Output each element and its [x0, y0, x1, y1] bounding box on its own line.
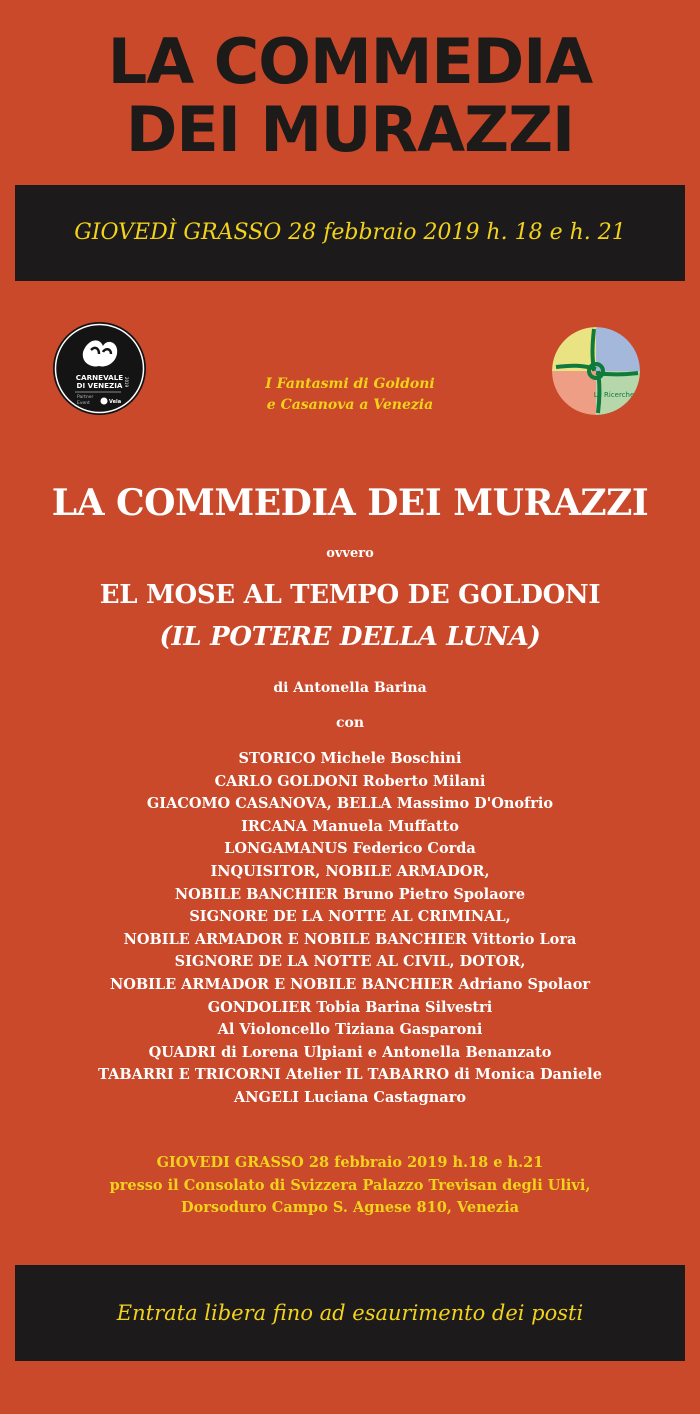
carnevale-logo-partner2: Event: [77, 401, 90, 406]
cast-line: ANGELI Luciana Castagnaro: [234, 1088, 466, 1106]
carnevale-logo-sponsor: Vela: [109, 399, 122, 405]
le-ricerche-logo: [552, 327, 640, 415]
cast-line: LONGAMANUS Federico Corda: [224, 840, 476, 858]
top-date-banner: [15, 185, 685, 281]
cast-line: NOBILE ARMADOR E NOBILE BANCHIER Adriano Spolaor: [109, 975, 591, 993]
cast-line: GONDOLIER Tobia Barina Silvestri: [207, 998, 493, 1016]
top-date-text: GIOVEDÌ GRASSO 28 febbraio 2019 h. 18 e h. 21: [74, 220, 626, 245]
carnevale-venezia-logo: [53, 322, 146, 415]
event-subtitle-line2: e Casanova a Venezia: [266, 397, 434, 413]
cast-line: TABARRI E TRICORNI Atelier IL TABARRO di Monica Daniele: [98, 1066, 602, 1084]
carnevale-logo-line1: CARNEVALE: [75, 373, 124, 382]
event-info-date: GIOVEDI GRASSO 28 febbraio 2019 h.18 e h.21: [156, 1154, 544, 1171]
event-subtitle: [200, 374, 500, 416]
cast-line: QUADRI di Lorena Ulpiani e Antonella Benanzato: [148, 1043, 552, 1061]
cast-line: CARLO GOLDONI Roberto Milani: [214, 772, 486, 790]
main-title: [0, 25, 700, 166]
cast-line: SIGNORE DE LA NOTTE AL CIVIL, DOTOR,: [174, 953, 526, 971]
carnevale-logo-graphic: [53, 322, 146, 415]
cast-line: NOBILE BANCHIER Bruno Pietro Spolaore: [174, 885, 526, 903]
event-info-address: Dorsoduro Campo S. Agnese 810, Venezia: [181, 1199, 519, 1216]
cast-line: INQUISITOR, NOBILE ARMADOR,: [210, 862, 490, 880]
le-ricerche-logo-graphic: [552, 327, 640, 415]
event-info-venue: presso il Consolato di Svizzera Palazzo Trevisan degli Ulivi,: [109, 1176, 591, 1194]
cast-line: Al Violoncello Tiziana Gasparoni: [217, 1021, 483, 1039]
cast-line: IRCANA Manuela Muffatto: [241, 817, 459, 835]
main-title-line2: DEI MURAZZI: [125, 93, 575, 166]
play-title: LA COMMEDIA DEI MURAZZI: [51, 482, 649, 524]
main-title-line1: LA COMMEDIA: [107, 25, 593, 98]
le-ricerche-logo-text: Le Ricerche: [593, 391, 635, 399]
author-credit: di Antonella Barina: [273, 680, 427, 696]
entry-text: Entrata libera fino ad esaurimento dei posti: [116, 1301, 584, 1325]
alt-subtitle: (IL POTERE DELLA LUNA): [159, 622, 541, 652]
cast-line: STORICO Michele Boschini: [238, 750, 462, 767]
cast-line: SIGNORE DE LA NOTTE AL CRIMINAL,: [189, 908, 511, 926]
carnevale-logo-year: 2019: [124, 376, 129, 388]
alt-title: EL MOSE AL TEMPO DE GOLDONI: [99, 580, 601, 610]
event-subtitle-line1: I Fantasmi di Goldoni: [265, 376, 435, 392]
cast-list: [0, 748, 700, 1110]
ovvero-label: ovvero: [326, 546, 374, 561]
cast-line: NOBILE ARMADOR E NOBILE BANCHIER Vittorio Lora: [123, 930, 577, 948]
carnevale-logo-line2: DI VENEZIA: [76, 381, 123, 390]
con-label: con: [335, 715, 365, 731]
carnevale-logo-partner1: Partner: [77, 395, 94, 400]
entry-banner: [15, 1265, 685, 1361]
cast-line: GIACOMO CASANOVA, BELLA Massimo D'Onofrio: [146, 795, 554, 813]
event-info: [0, 1152, 700, 1220]
